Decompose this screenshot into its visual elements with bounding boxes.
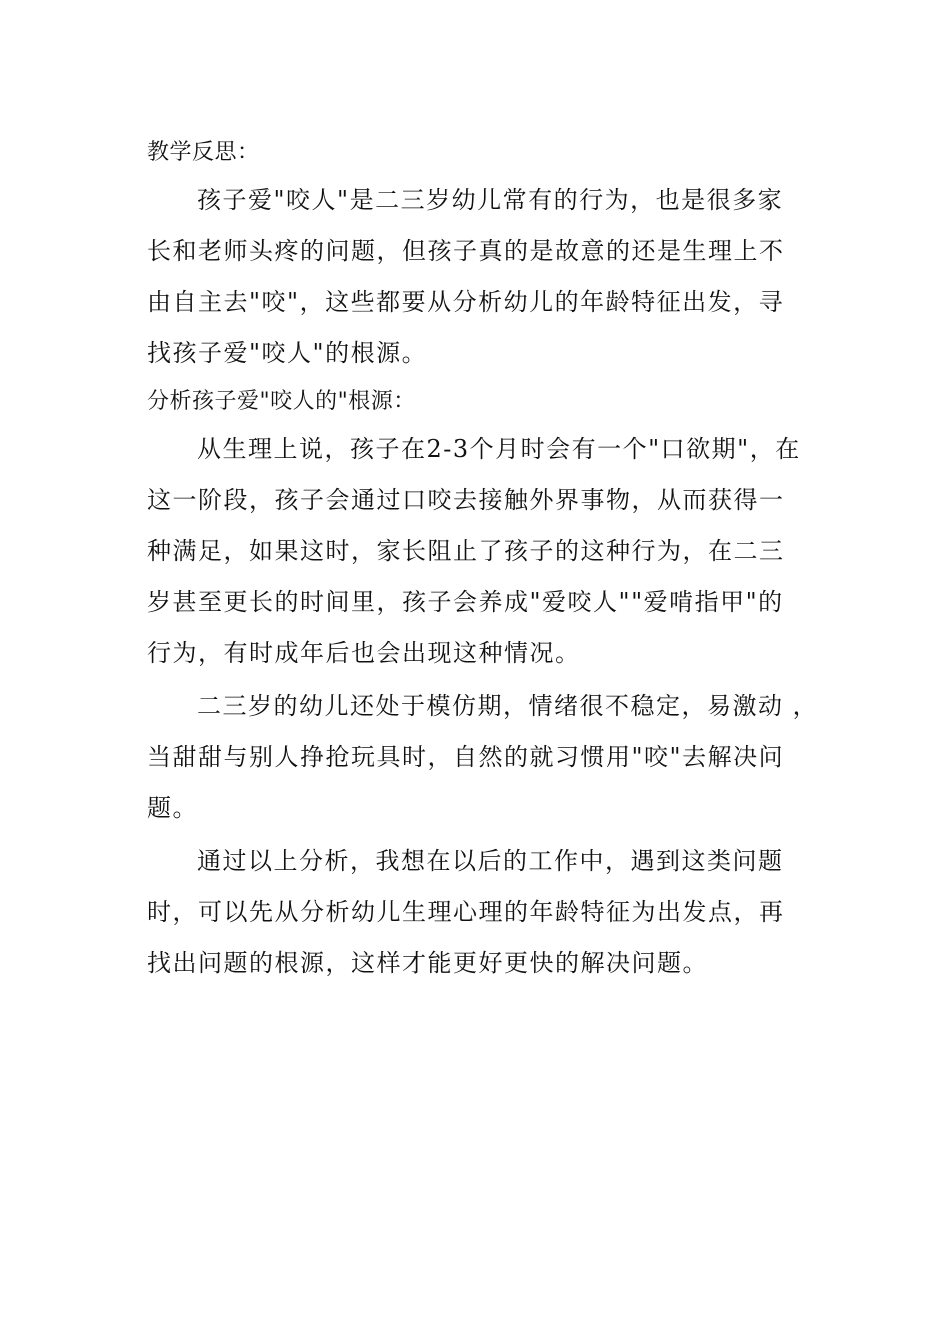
paragraph-line: 找出问题的根源，这样才能更好更快的解决问题。 (147, 949, 708, 977)
document-body (147, 130, 819, 989)
paragraph-line: 从生理上说，孩子在2-3个月时会有一个"口欲期"，在 (197, 435, 801, 463)
paragraph-line: 种满足，如果这时，家长阻止了孩子的这种行为，在二三 (147, 537, 785, 565)
paragraph-line: 当甜甜与别人挣抢玩具时，自然的就习惯用"咬"去解决问 (147, 743, 785, 771)
paragraph-physiology (147, 424, 807, 679)
paragraph-line: 岁甚至更长的时间里，孩子会养成"爱咬人""爱啃指甲"的 (147, 588, 784, 616)
paragraph-line: 题。 (147, 794, 198, 822)
paragraph-bite-behavior (147, 175, 807, 379)
paragraph-line: 找孩子爱"咬人"的根源。 (147, 339, 428, 367)
paragraph-line: 长和老师头疼的问题，但孩子真的是故意的还是生理上不 (147, 237, 785, 265)
paragraph-line: 这一阶段，孩子会通过口咬去接触外界事物，从而获得一 (147, 486, 785, 514)
paragraph-conclusion (147, 836, 807, 989)
reflection-heading: 教学反思： (147, 140, 260, 165)
paragraph-line: 通过以上分析，我想在以后的工作中，遇到这类问题 (197, 847, 784, 875)
paragraph-line: 行为，有时成年后也会出现这种情况。 (147, 639, 581, 667)
paragraph-imitation (147, 681, 819, 834)
paragraph-line: 孩子爱"咬人"是二三岁幼儿常有的行为，也是很多家 (197, 186, 784, 214)
paragraph-line: 二三岁的幼儿还处于模仿期，情绪很不稳定，易激动 ， (197, 692, 819, 720)
paragraph-line: 由自主去"咬"，这些都要从分析幼儿的年龄特征出发，寻 (147, 288, 785, 316)
paragraph-line: 时，可以先从分析幼儿生理心理的年龄特征为出发点，再 (147, 898, 785, 926)
analysis-heading: 分析孩子爱"咬人的"根源： (147, 389, 416, 414)
